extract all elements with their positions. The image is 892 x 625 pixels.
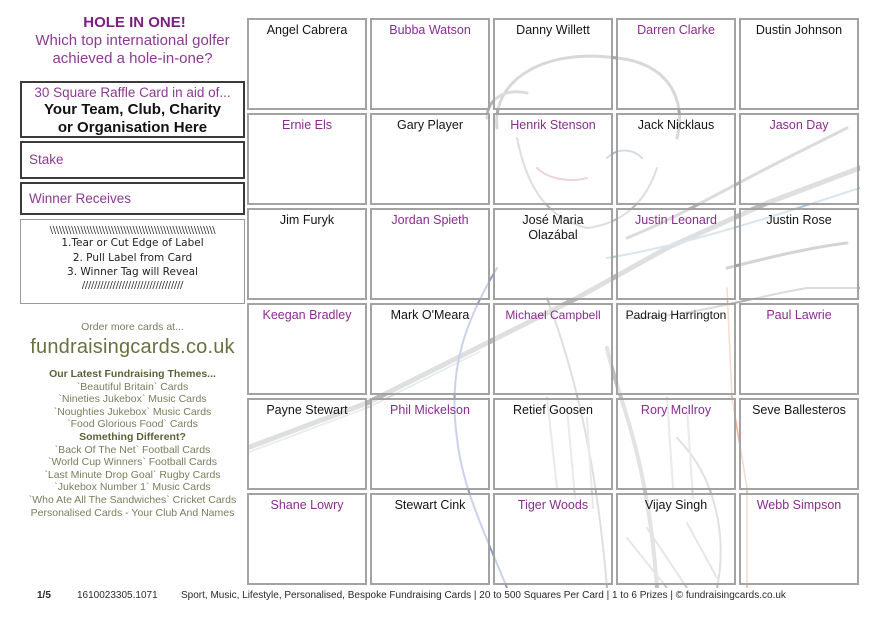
raffle-square[interactable]: Rory McIlroy	[616, 398, 736, 490]
raffle-square[interactable]: Shane Lowry	[247, 493, 367, 585]
question-line-1: Which top international golfer	[35, 32, 230, 49]
raffle-square[interactable]: Tiger Woods	[493, 493, 613, 585]
theme-item: Personalised Cards - Your Club And Names	[30, 506, 235, 519]
raffle-square[interactable]: Dustin Johnson	[739, 18, 859, 110]
instructions-label[interactable]	[20, 219, 245, 304]
instruction-step-2: 2. Pull Label from Card	[72, 251, 193, 264]
raffle-square[interactable]: Gary Player	[370, 113, 490, 205]
raffle-square[interactable]: Ernie Els	[247, 113, 367, 205]
website-link[interactable]: fundraisingcards.co.uk	[30, 336, 235, 358]
raffle-square[interactable]: Stewart Cink	[370, 493, 490, 585]
raffle-square[interactable]: Payne Stewart	[247, 398, 367, 490]
winner-receives-field[interactable]	[20, 182, 245, 215]
theme-item: `Beautiful Britain` Cards	[76, 380, 189, 393]
winner-receives-label: Winner Receives	[29, 191, 132, 206]
raffle-square[interactable]: Jack Nicklaus	[616, 113, 736, 205]
raffle-square[interactable]: Keegan Bradley	[247, 303, 367, 395]
raffle-square[interactable]: Bubba Watson	[370, 18, 490, 110]
order-prefix: Order more cards at...	[81, 321, 184, 333]
raffle-square[interactable]: Phil Mickelson	[370, 398, 490, 490]
theme-item: `Food Glorious Food` Cards	[67, 418, 198, 431]
raffle-square[interactable]: Jason Day	[739, 113, 859, 205]
theme-item: `Back Of The Net` Football Cards	[54, 443, 211, 456]
raffle-grid	[247, 18, 859, 585]
card-title: HOLE IN ONE!	[83, 14, 186, 31]
raffle-square[interactable]: Michael Campbell	[493, 303, 613, 395]
footer	[0, 590, 892, 604]
themes-heading-latest: Our Latest Fundraising Themes...	[49, 368, 216, 380]
instruction-step-3: 3. Winner Tag will Reveal	[67, 266, 198, 278]
aid-subtitle: 30 Square Raffle Card in aid of...	[34, 85, 231, 100]
theme-item: `Nineties Jukebox` Music Cards	[58, 393, 207, 406]
theme-item: `Who Ate All The Sandwiches` Cricket Cards	[28, 493, 237, 506]
question-line-2: achieved a hole-in-one?	[52, 50, 213, 67]
raffle-square[interactable]: Retief Goosen	[493, 398, 613, 490]
raffle-square[interactable]: Mark O'Meara	[370, 303, 490, 395]
order-section	[20, 321, 245, 360]
raffle-square[interactable]: José Maria Olazábal	[493, 208, 613, 300]
raffle-square[interactable]: Padraig Harrington	[616, 303, 736, 395]
raffle-square[interactable]: Paul Lawrie	[739, 303, 859, 395]
organisation-line-2: or Organisation Here	[57, 119, 208, 136]
page-number: 1/5	[37, 590, 51, 601]
raffle-square[interactable]: Seve Ballesteros	[739, 398, 859, 490]
stake-label: Stake	[29, 152, 64, 167]
stake-field[interactable]	[20, 141, 245, 179]
card-code: 1610023305.1071	[77, 590, 158, 601]
raffle-square[interactable]: Jim Furyk	[247, 208, 367, 300]
raffle-square[interactable]: Jordan Spieth	[370, 208, 490, 300]
themes-list	[18, 368, 247, 519]
theme-item: `World Cup Winners` Football Cards	[47, 456, 218, 469]
tear-line-bottom: /////////////////////////////////	[81, 279, 184, 291]
organisation-box	[20, 81, 245, 138]
raffle-square[interactable]: Danny Willett	[493, 18, 613, 110]
organisation-line-1: Your Team, Club, Charity	[44, 101, 221, 118]
theme-item: `Jukebox Number 1` Music Cards	[54, 481, 211, 494]
raffle-square[interactable]: Darren Clarke	[616, 18, 736, 110]
themes-heading-different: Something Different?	[79, 430, 186, 443]
raffle-square[interactable]: Webb Simpson	[739, 493, 859, 585]
raffle-square[interactable]: Justin Leonard	[616, 208, 736, 300]
raffle-grid-area	[247, 18, 860, 588]
raffle-square[interactable]: Vijay Singh	[616, 493, 736, 585]
footer-tagline: Sport, Music, Lifestyle, Personalised, Bespoke Fundraising Cards | 20 to 500 Squares Per Card | 1 to 6 Prizes | © fundraisingcards.co.uk	[181, 590, 786, 601]
theme-item: `Last Minute Drop Goal` Rugby Cards	[44, 468, 221, 481]
tear-line-top: \\\\\\\\\\\\\\\\\\\\\\\\\\\\\\\\\\\\\\\\\\\\\\\\\\\\\\	[49, 225, 216, 236]
raffle-square[interactable]: Angel Cabrera	[247, 18, 367, 110]
raffle-square[interactable]: Henrik Stenson	[493, 113, 613, 205]
theme-item: `Noughties Jukebox` Music Cards	[53, 405, 212, 418]
raffle-square[interactable]: Justin Rose	[739, 208, 859, 300]
instruction-step-1: 1.Tear or Cut Edge of Label	[61, 237, 204, 249]
headline	[20, 14, 245, 68]
